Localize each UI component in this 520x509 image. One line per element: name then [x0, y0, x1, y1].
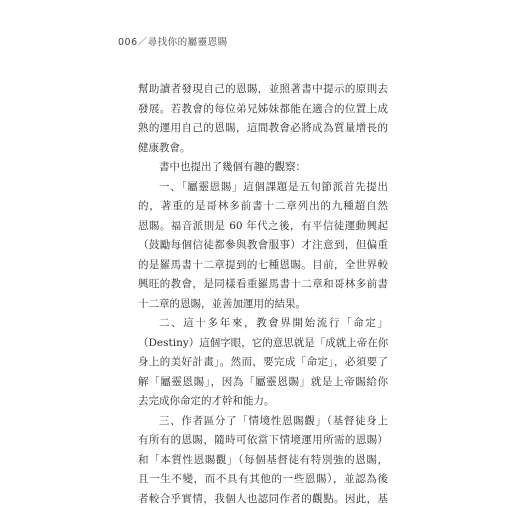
text-line: 去完成你命定的才幹和能力。 [138, 392, 388, 412]
text-line: 身上的美好計畫」。然而，要完成「命定」，必須要了 [138, 353, 388, 373]
text-line: 的是羅馬書十二章提到的七種恩賜。目前，全世界較 [138, 256, 388, 276]
text-line: 十二章的恩賜，並善加運用的結果。 [138, 295, 388, 315]
text-line: 的，著重的是哥林多前書十二章列出的九種超自然 [138, 197, 388, 217]
text-line: 興旺的教會，是同樣看重羅馬書十二章和哥林多前書 [138, 275, 388, 295]
text-line: 有所有的恩賜，隨時可依當下情境運用所需的恩賜） [138, 431, 388, 451]
text-line: 和「本質性恩賜觀」（每個基督徒有特別強的恩賜， [138, 451, 388, 471]
text-line: 恩賜。福音派則是 60 年代之後，有平信徒運動興起 [138, 217, 388, 237]
text-line: 發展。若教會的每位弟兄姊妹都能在適合的位置上成 [138, 100, 388, 120]
text-line: 解「屬靈恩賜」，因為「屬靈恩賜」就是上帝賜給你 [138, 373, 388, 393]
text-line: 者較合乎實情，我個人也認同作者的觀點。因此，基 [138, 490, 388, 509]
text-line: （鼓勵每個信徒都參與教會服事）才注意到，但偏重 [138, 236, 388, 256]
text-line: 幫助讀者發現自己的恩賜，並照著書中提示的原則去 [138, 80, 388, 100]
running-header: 006／尋找你的屬靈恩賜 [118, 34, 228, 48]
text-line: 且一生不變，而不具有其他的一些恩賜），並認為後 [138, 470, 388, 490]
text-line: 一、「屬靈恩賜」這個課題是五旬節派首先提出 [138, 178, 388, 198]
text-line: 熟的運用自己的恩賜，這間教會必將成為質量增長的 [138, 119, 388, 139]
text-line: 三、作者區分了「情境性恩賜觀」（基督徒身上 [138, 412, 388, 432]
text-line: 健康教會。 [138, 139, 388, 159]
text-line: 二、這十多年來，教會界開始流行「命定」 [138, 314, 388, 334]
text-line: 書中也提出了幾個有趣的觀察： [138, 158, 388, 178]
text-line: （Destiny）這個字眼，它的意思就是「成就上帝在你 [138, 334, 388, 354]
body-text [138, 80, 388, 509]
